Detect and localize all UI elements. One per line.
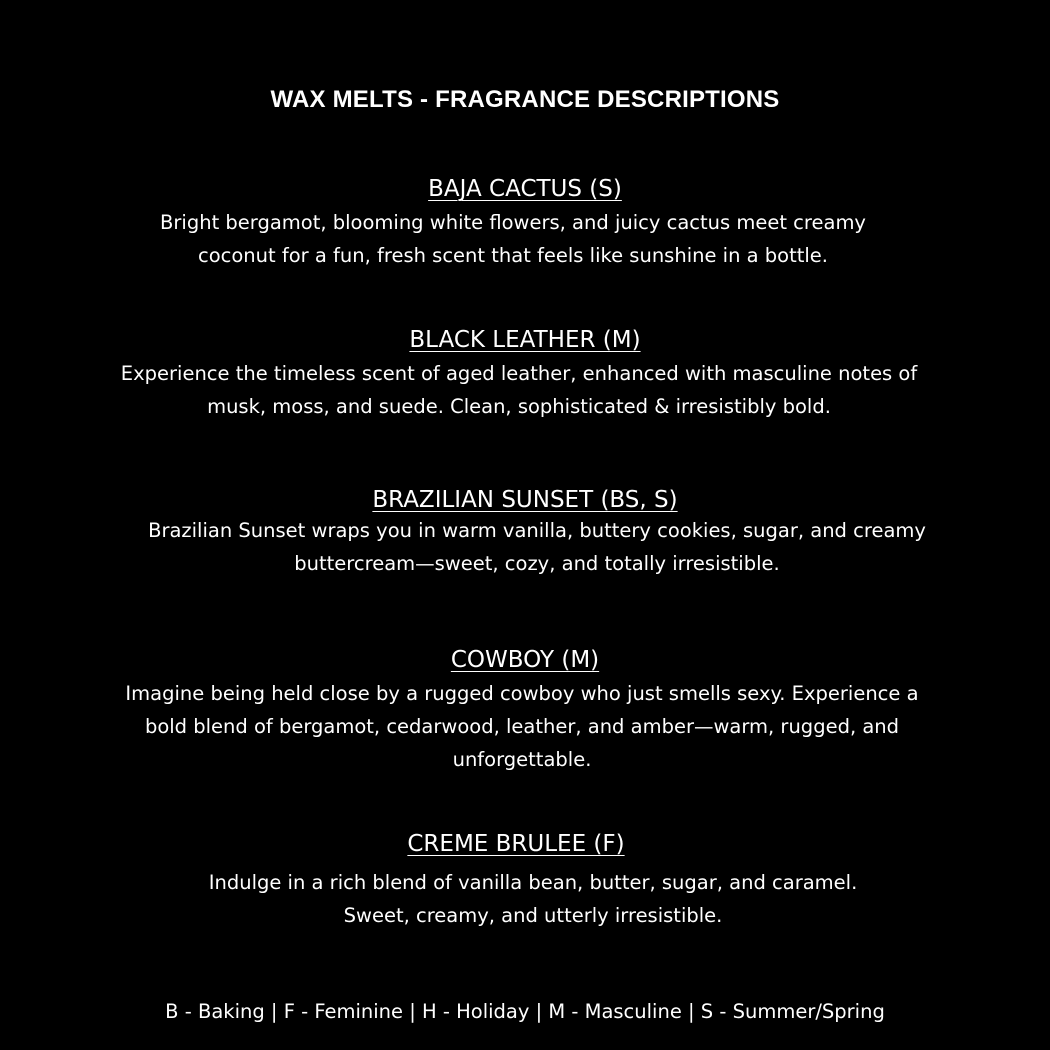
description-line: Bright bergamot, blooming white flowers, and juicy cactus meet creamy xyxy=(160,211,866,234)
page-title: WAX MELTS - FRAGRANCE DESCRIPTIONS xyxy=(270,86,780,113)
description-line: unforgettable. xyxy=(452,748,592,771)
description-line: Indulge in a rich blend of vanilla bean, butter, sugar, and caramel. xyxy=(208,871,858,894)
fragrance-description xyxy=(0,677,1047,776)
fragrance-name: CREME BRULEE (F) xyxy=(407,831,625,857)
description-line: Brazilian Sunset wraps you in warm vanilla, buttery cookies, sugar, and creamy xyxy=(148,519,926,542)
description-line: buttercream—sweet, cozy, and totally irresistible. xyxy=(294,552,780,575)
fragrance-name: BLACK LEATHER (M) xyxy=(409,327,641,353)
description-line: Experience the timeless scent of aged leather, enhanced with masculine notes of xyxy=(120,362,918,385)
fragrance-name: COWBOY (M) xyxy=(450,647,600,673)
description-line: Sweet, creamy, and utterly irresistible. xyxy=(343,904,723,927)
fragrance-brazilian-sunset xyxy=(0,485,1050,580)
fragrance-name: BAJA CACTUS (S) xyxy=(428,176,622,202)
description-line: bold blend of bergamot, cedarwood, leather, and amber—warm, rugged, and xyxy=(144,715,900,738)
fragrance-name: BRAZILIAN SUNSET (BS, S) xyxy=(372,487,678,513)
category-legend: B - Baking | F - Feminine | H - Holiday | M - Masculine | S - Summer/Spring xyxy=(165,1000,885,1023)
fragrance-cowboy xyxy=(0,645,1050,776)
fragrance-description xyxy=(8,866,1050,932)
description-line: Imagine being held close by a rugged cowboy who just smells sexy. Experience a xyxy=(125,682,919,705)
fragrance-description xyxy=(0,357,1044,423)
description-line: musk, moss, and suede. Clean, sophisticated & irresistibly bold. xyxy=(207,395,831,418)
fragrance-description xyxy=(0,206,1038,272)
fragrance-description xyxy=(12,514,1050,580)
fragrance-creme-brulee xyxy=(0,829,1050,932)
description-line: coconut for a fun, fresh scent that feels like sunshine in a bottle. xyxy=(197,244,829,267)
fragrance-baja-cactus xyxy=(0,174,1050,272)
fragrance-black-leather xyxy=(0,325,1050,423)
